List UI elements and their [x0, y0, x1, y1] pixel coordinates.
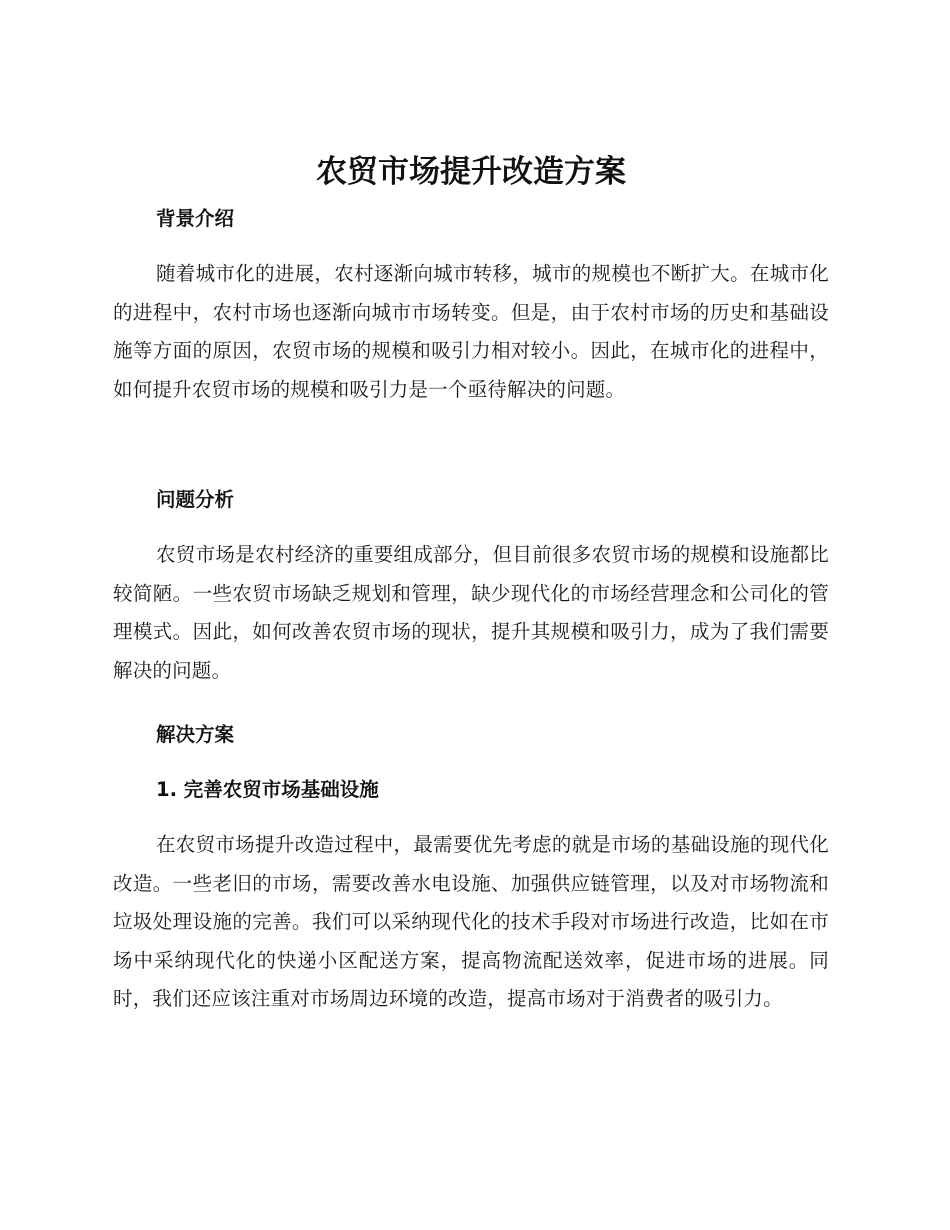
- subsection-paragraph-infrastructure: 在农贸市场提升改造过程中，最需要优先考虑的就是市场的基础设施的现代化改造。一些老旧的市场，需要改善水电设施、加强供应链管理，以及对市场物流和垃圾处理设施的完善。我们可以采纳现代化的技术手段对市场进行改造，比如在市场中采纳现代化的快递小区配送方案，提高物流配送效率，促进市场的进展。同时，我们还应该注重对市场周边环境的改造，提高市场对于消费者的吸引力。: [113, 833, 829, 1010]
- section-heading-solution: 解决方案: [156, 723, 235, 746]
- section-paragraph-background: 随着城市化的进展，农村逐渐向城市转移，城市的规模也不断扩大。在城市化的进程中，农村市场也逐渐向城市市场转变。但是，由于农村市场的历史和基础设施等方面的原因，农贸市场的规模和吸引力相对较小。因此，在城市化的进程中，如何提升农贸市场的规模和吸引力是一个亟待解决的问题。: [113, 262, 829, 401]
- section-paragraph-problem-analysis: 农贸市场是农村经济的重要组成部分，但目前很多农贸市场的规模和设施都比较简陋。一些农贸市场缺乏规划和管理，缺少现代化的市场经营理念和公司化的管理模式。因此，如何改善农贸市场的现状，提升其规模和吸引力，成为了我们需要解决的问题。: [113, 543, 829, 682]
- section-heading-background: 背景介绍: [156, 207, 235, 230]
- section-heading-problem-analysis: 问题分析: [156, 488, 235, 511]
- subsection-heading-infrastructure: 1. 完善农贸市场基础设施: [156, 778, 379, 801]
- document-title: 农贸市场提升改造方案: [316, 154, 626, 190]
